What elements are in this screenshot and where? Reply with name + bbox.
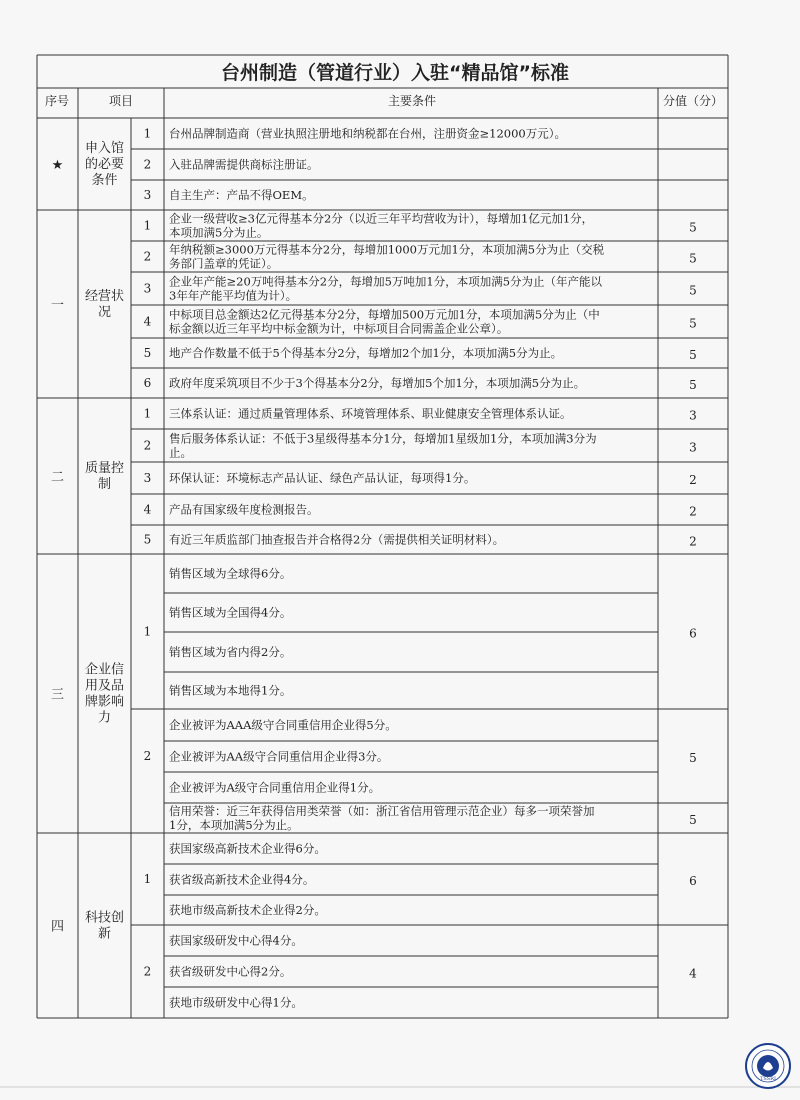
section-seq: 一: [50, 298, 65, 313]
condition-text: 企业年产能≥20万吨得基本分2分，每增加5万吨加1分，本项加满5分为止（年产能以: [169, 274, 603, 289]
condition-text: 企业被评为AA级守合同重信用企业得3分。: [169, 749, 389, 764]
score-value: 5: [689, 220, 697, 235]
section-category: 况: [97, 305, 112, 320]
item-number: 2: [143, 249, 152, 264]
table-content: [51, 127, 697, 1010]
score-value: 4: [689, 966, 697, 981]
condition-text: 止。: [169, 445, 192, 460]
condition-text: 信用荣誉：近三年获得信用类荣誉（如：浙江省信用管理示范企业）每多一项荣誉加: [169, 804, 595, 818]
score-value: 5: [689, 348, 697, 362]
condition-text: 台州品牌制造商（营业执照注册地和纳税都在台州，注册资金≥12000万元）。: [169, 126, 566, 141]
condition-text: 销售区域为省内得2分。: [169, 645, 292, 659]
condition-text: 获省级研发中心得2分。: [169, 964, 292, 979]
score-value: 5: [689, 251, 697, 266]
item-number: 2: [143, 964, 152, 979]
condition-text: 1分，本项加满5分为止。: [169, 818, 299, 832]
header-item: 项目: [108, 94, 134, 108]
score-value: 3: [689, 440, 697, 455]
section-category: 新: [97, 926, 112, 942]
section-category: 的必要: [84, 157, 125, 172]
section-category: 申入馆: [84, 141, 125, 156]
item-number: 6: [143, 376, 152, 390]
condition-text: 环保认证：环境标志产品认证、绿色产品认证，每项得1分。: [169, 471, 476, 485]
section-category: 条件: [91, 173, 118, 188]
section-category: 经营状: [84, 289, 125, 304]
condition-text: 务部门盖章的凭证）。: [169, 256, 279, 271]
item-number: 1: [143, 218, 152, 233]
item-number: 1: [143, 406, 152, 421]
section-category: 力: [97, 710, 112, 726]
score-value: 5: [689, 316, 697, 331]
section-seq: 四: [50, 919, 65, 935]
section-seq: 二: [50, 470, 65, 485]
item-number: 4: [143, 314, 152, 329]
condition-text: 销售区域为本地得1分。: [169, 683, 292, 698]
condition-text: 地产合作数量不低于5个得基本分2分，每增加2个加1分，本项加满5分为止。: [169, 346, 563, 360]
section-category: 用及品: [84, 678, 125, 694]
score-value: 3: [689, 408, 697, 423]
condition-text: 产品有国家级年度检测报告。: [169, 502, 319, 517]
section-category: 科技创: [84, 910, 125, 926]
seal-text: TSSRI: [760, 1076, 776, 1082]
score-value: 5: [689, 813, 697, 827]
score-value: 2: [689, 534, 697, 549]
condition-text: 获国家级高新技术企业得6分。: [169, 841, 326, 856]
score-value: 5: [689, 751, 697, 765]
header-conditions: 主要条件: [387, 94, 437, 108]
condition-text: 中标项目总金额达2亿元得基本分2分，每增加500万元加1分，本项加满5分为止（中: [169, 307, 600, 322]
item-number: 3: [143, 471, 152, 485]
section-category: 质量控: [84, 461, 125, 476]
item-number: 1: [143, 624, 152, 639]
condition-text: 本项加满5分为止。: [169, 225, 269, 240]
item-number: 4: [143, 502, 152, 517]
score-value: 6: [689, 626, 697, 641]
section-category: 制: [97, 477, 112, 492]
item-number: 2: [143, 157, 152, 172]
document-title: 台州制造（管道行业）入驻“精品馆”标准: [221, 62, 569, 84]
condition-text: 企业被评为AAA级守合同重信用企业得5分。: [169, 718, 397, 732]
header-score: 分值（分）: [662, 94, 724, 108]
score-value: 5: [689, 283, 697, 298]
condition-text: 获地市级高新技术企业得2分。: [169, 903, 326, 917]
section-seq: 三: [50, 687, 65, 703]
condition-text: 政府年度采筑项目不少于3个得基本分2分，每增加5个加1分，本项加满5分为止。: [169, 376, 586, 390]
condition-text: 获省级高新技术企业得4分。: [169, 872, 315, 887]
score-value: 6: [689, 874, 697, 888]
condition-text: 自主生产：产品不得OEM。: [169, 188, 314, 202]
condition-text: 获国家级研发中心得4分。: [169, 933, 303, 948]
condition-text: 销售区域为全球得6分。: [169, 566, 292, 581]
item-number: 1: [143, 872, 152, 886]
item-number: 1: [143, 126, 152, 141]
condition-text: 企业一级营收≥3亿元得基本分2分（以近三年平均营收为计），每增加1亿元加1分，: [169, 211, 594, 226]
condition-text: 标金额以近三年平均中标金额为计，中标项目合同需盖企业公章）。: [169, 321, 509, 336]
association-seal-logo: [746, 1044, 790, 1088]
section-seq: ★: [51, 158, 64, 173]
score-value: 5: [689, 378, 697, 392]
condition-text: 三体系认证：通过质量管理体系、环境管理体系、职业健康安全管理体系认证。: [169, 406, 572, 421]
condition-text: 入驻品牌需提供商标注册证。: [169, 157, 319, 172]
item-number: 5: [143, 346, 152, 360]
item-number: 3: [143, 281, 152, 296]
condition-text: 3年年产能平均值为计）。: [169, 288, 298, 303]
condition-text: 年纳税额≥3000万元得基本分2分，每增加1000万元加1分，本项加满5分为止（交税: [169, 242, 605, 257]
condition-text: 销售区域为全国得4分。: [169, 605, 292, 620]
condition-text: 售后服务体系认证：不低于3星级得基本分1分，每增加1星级加1分，本项加满3分为: [169, 431, 597, 446]
item-number: 2: [143, 438, 152, 453]
condition-text: 有近三年质监部门抽查报告并合格得2分（需提供相关证明材料）。: [169, 532, 505, 547]
header-seq: 序号: [44, 94, 70, 108]
condition-text: 企业被评为A级守合同重信用企业得1分。: [169, 780, 381, 795]
section-category: 牌影响: [84, 694, 125, 710]
section-category: 企业信: [84, 662, 125, 678]
item-number: 3: [143, 188, 152, 202]
score-value: 2: [689, 504, 697, 519]
item-number: 5: [143, 532, 152, 547]
score-value: 2: [689, 473, 697, 487]
item-number: 2: [143, 749, 152, 763]
condition-text: 获地市级研发中心得1分。: [169, 995, 303, 1010]
